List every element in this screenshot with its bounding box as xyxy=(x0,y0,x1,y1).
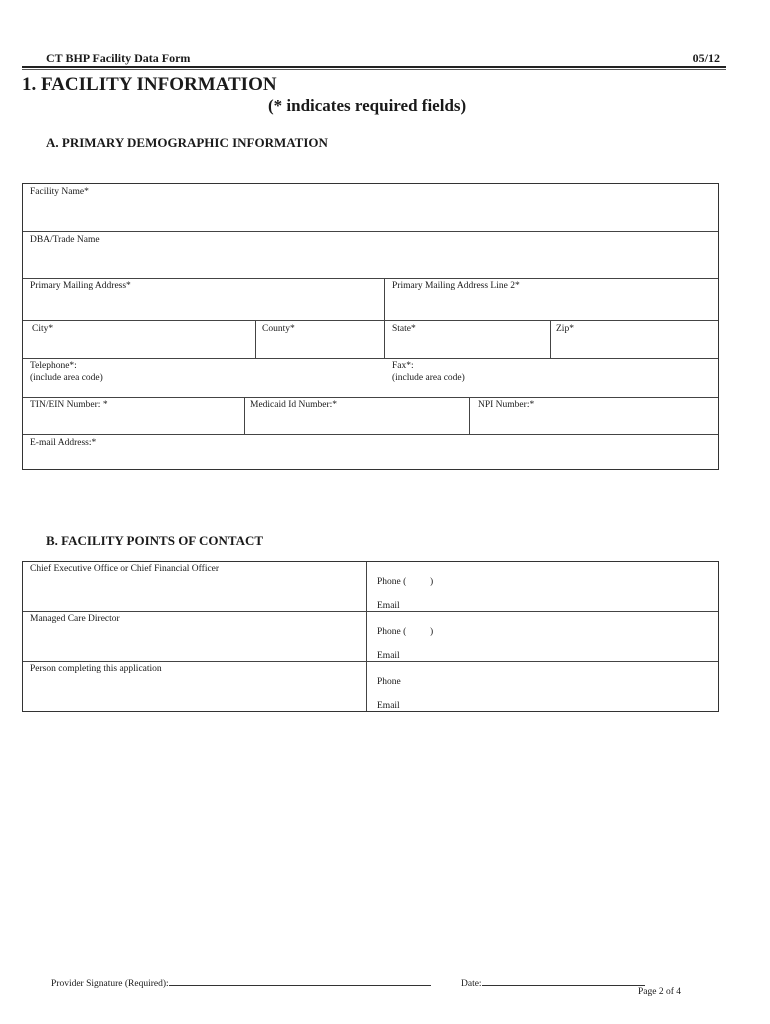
mailing-address-2-field[interactable] xyxy=(384,278,718,320)
date-row xyxy=(461,975,645,989)
date-label: Date: xyxy=(461,979,482,989)
npi-field[interactable] xyxy=(469,397,718,434)
fax-field[interactable] xyxy=(384,358,718,397)
signature-row xyxy=(51,975,431,989)
contact-role: Managed Care Director xyxy=(30,614,120,624)
form-version: 05/12 xyxy=(692,51,720,65)
fax-note: (include area code) xyxy=(392,373,465,383)
contact-phone-field[interactable]: Phone ( ) xyxy=(377,577,434,587)
state-field[interactable] xyxy=(384,320,550,358)
contact-row xyxy=(23,662,718,711)
dba-field[interactable] xyxy=(23,231,718,278)
required-note: (* indicates required fields) xyxy=(268,96,467,115)
date-line[interactable] xyxy=(482,975,645,986)
state-label: State* xyxy=(392,324,416,334)
demographic-table xyxy=(22,183,719,470)
signature-label: Provider Signature (Required): xyxy=(51,979,169,989)
header-rule-secondary xyxy=(22,69,726,70)
contact-phone-field[interactable]: Phone xyxy=(377,677,401,687)
fax-label: Fax*: xyxy=(392,361,414,371)
contact-row xyxy=(23,562,718,611)
mailing-address-label: Primary Mailing Address* xyxy=(30,281,131,291)
medicaid-field[interactable] xyxy=(244,397,469,434)
page-number: Page 2 of 4 xyxy=(637,987,681,997)
medicaid-label: Medicaid Id Number:* xyxy=(250,400,338,410)
email-field[interactable] xyxy=(23,434,718,469)
signature-line[interactable] xyxy=(169,975,431,986)
county-label: County* xyxy=(262,324,295,334)
telephone-field[interactable] xyxy=(23,358,384,397)
contacts-table xyxy=(22,561,719,712)
header-rule xyxy=(22,66,726,68)
contact-email-field[interactable]: Email xyxy=(377,701,400,711)
contact-email-field[interactable]: Email xyxy=(377,601,400,611)
tin-label: TIN/EIN Number: * xyxy=(30,400,108,410)
facility-name-field[interactable] xyxy=(23,184,718,231)
section-title: 1. FACILITY INFORMATION xyxy=(22,74,277,95)
zip-label: Zip* xyxy=(556,324,574,334)
zip-field[interactable] xyxy=(550,320,718,358)
mailing-address-2-label: Primary Mailing Address Line 2* xyxy=(392,281,520,291)
contact-phone-field[interactable]: Phone ( ) xyxy=(377,627,434,637)
npi-label: NPI Number:* xyxy=(478,400,535,410)
facility-name-label: Facility Name* xyxy=(30,187,89,197)
mailing-address-field[interactable] xyxy=(23,278,384,320)
contacts-heading: B. FACILITY POINTS OF CONTACT xyxy=(46,533,264,548)
contact-role: Person completing this application xyxy=(30,664,162,674)
demographic-heading: A. PRIMARY DEMOGRAPHIC INFORMATION xyxy=(46,135,328,150)
contact-row xyxy=(23,612,718,661)
contact-role: Chief Executive Office or Chief Financial Officer xyxy=(30,564,220,574)
form-header-title: CT BHP Facility Data Form xyxy=(46,51,191,65)
city-field[interactable] xyxy=(23,320,255,358)
email-label: E-mail Address:* xyxy=(30,438,97,448)
county-field[interactable] xyxy=(255,320,384,358)
tin-field[interactable] xyxy=(23,397,244,434)
city-label: City* xyxy=(32,324,54,334)
contact-email-field[interactable]: Email xyxy=(377,651,400,661)
telephone-label: Telephone*: xyxy=(30,361,77,371)
telephone-note: (include area code) xyxy=(30,373,103,383)
dba-label: DBA/Trade Name xyxy=(30,235,100,245)
